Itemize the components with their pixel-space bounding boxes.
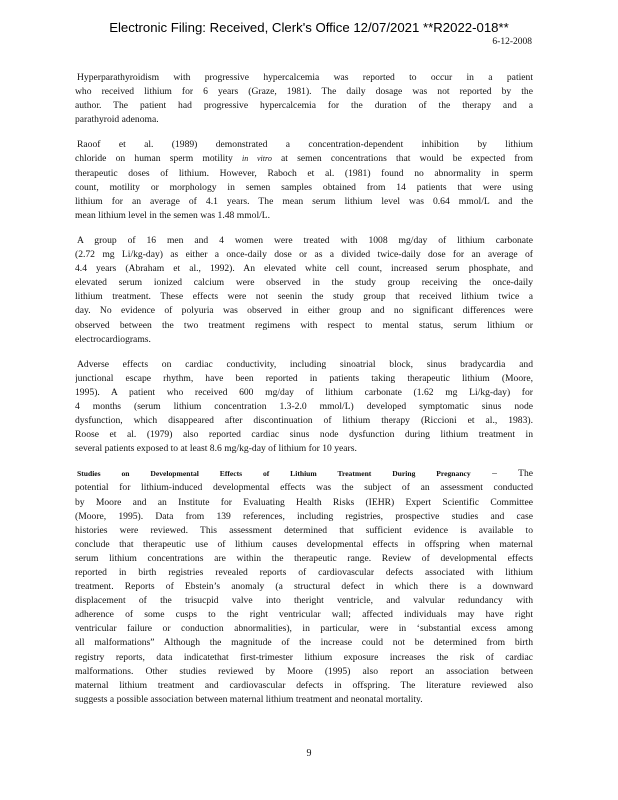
text-line: electrocardiograms. (75, 333, 151, 345)
text-line: observed between the two treatment regimens with respect to mental status, serum lithium or (75, 319, 533, 331)
text-line: several patients exposed to at least 8.6 mg/kg-day of lithium for 10 years. (75, 443, 357, 455)
paragraph-lithium-carbonate-study (75, 234, 533, 347)
section-subheading: Studies on Developmental Effects of Lithium Treatment During Pregnancy (77, 469, 471, 479)
text-line: Raoof et al. (1989) demonstrated a concentration-dependent inhibition by lithium (77, 139, 533, 151)
text-line: all malformations” Although the magnitude of the increase could not be determined from birth (75, 637, 533, 649)
text-line: 1995). A patient who received 600 mg/day of lithium carbonate (1.62 mg Li/kg-day) for (75, 386, 533, 398)
text-line: count, motility or morphology in semen samples obtained from 14 patients that were using (75, 181, 533, 193)
text-line: dysfunction, which disappeared after discontinuation of lithium therapy (Riccioni et al., 1983). (75, 415, 533, 427)
text-line: who received lithium for 6 years (Graze, 1981). The daily dosage was not reported by the (75, 86, 533, 98)
text-line (75, 152, 533, 166)
text-segment: – The (492, 468, 533, 480)
text-line: histories were reviewed. This assessment determined that sufficient evidence is available to (75, 524, 533, 536)
text-line: lithium for an average of 4.1 years. The mean serum lithium level was 0.64 mmol/L and the (75, 195, 533, 207)
text-line (75, 467, 533, 481)
paragraph-sperm-motility (75, 138, 533, 223)
text-line: Adverse effects on cardiac conductivity, including sinoatrial block, sinus bradycardia and (77, 358, 533, 370)
text-line: ventricular failure or conduction abnormalities), in particular, were in ‘substantial excess among (75, 623, 533, 635)
text-line: A group of 16 men and 4 women were treated with 1008 mg/day of lithium carbonate (77, 234, 533, 246)
text-line: suggests a possible association between maternal lithium treatment and neonatal mortality. (75, 693, 423, 705)
text-line: day. No evidence of polyuria was observed in either group and no significant differences were (75, 305, 533, 317)
text-segment: chloride on human sperm motility (75, 153, 233, 165)
text-line: by Moore and an Institute for Evaluating Health Risks (IEHR) Expert Scientific Committee (75, 496, 533, 508)
text-line: reported in birth registries revealed reports of cardiovascular defects associated with lithium (75, 567, 533, 578)
text-line: malformations. Other studies reviewed by Moore (1995) also report an association between (75, 665, 533, 677)
text-line: elevated serum ionized calcium were observed in the study group receiving the once-daily (75, 277, 533, 289)
page-number: 9 (306, 748, 312, 759)
document-date: 6-12-2008 (492, 37, 532, 47)
text-line: treatment. Reports of Ebstein’s anomaly (a structural defect in which there is a downward (75, 581, 533, 593)
text-line: author. The patient had progressive hypercalcemia for the duration of the therapy and a (75, 100, 533, 112)
italic-term: in vitro (241, 154, 272, 164)
text-line: adherence of some cusps to the right ventricular wall; affected individuals may have right (75, 609, 533, 621)
paragraph-cardiac-effects (75, 358, 533, 457)
text-line: registry reports, data indicatethat first-trimester lithium exposure increases the risk of cardiac (75, 651, 533, 663)
text-line: (2.72 mg Li/kg-day) as either a once-daily dose or as a divided twice-daily dose for an average of (75, 249, 533, 261)
text-line: mean lithium level in the semen was 1.48 mmol/L. (75, 209, 271, 221)
text-line: displacement of the trisucpid valve into theright ventricle, and valvular redundancy with (75, 595, 533, 607)
text-line: parathyroid adenoma. (75, 114, 159, 126)
text-segment: at semen concentrations that would be expected from (281, 153, 533, 165)
text-line: Hyperparathyroidism with progressive hypercalcemia was reported to occur in a patient (77, 72, 533, 83)
paragraph-hyperparathyroidism (75, 71, 533, 127)
text-line: potential for lithium-induced developmental effects was the subject of an assessment conducted (75, 482, 533, 494)
text-line: therapeutic doses of lithium. However, Raboch et al. (1981) found no abnormality in sperm (75, 167, 533, 179)
text-line: lithium treatment. These effects were not seenin the study group that received lithium twice a (75, 291, 533, 303)
text-line: 4.4 years (Abraham et al., 1992). An elevated white cell count, increased serum phosphate, and (75, 263, 533, 275)
paragraph-developmental-effects (75, 467, 533, 707)
text-line: junctional escape rhythm, have been reported in patients taking therapeutic lithium (Moore, (75, 372, 533, 384)
text-line: conclude that therapeutic use of lithium causes developmental effects in offspring when maternal (75, 538, 533, 550)
text-line: serum lithium concentrations are within the therapeutic range. Review of developmental effects (75, 552, 533, 564)
document-body (75, 71, 533, 718)
text-line: Roose et al. (1979) also reported cardiac sinus node dysfunction during lithium treatment in (75, 429, 533, 441)
text-line: maternal lithium treatment and cardiovascular defects in offspring. The literature reviewed also (75, 679, 533, 691)
text-line: (Moore, 1995). Data from 139 references, including registries, prospective studies and case (75, 510, 533, 522)
text-line: 4 months (serum lithium concentration 1.3-2.0 mmol/L) developed symptomatic sinus node (75, 400, 533, 412)
filing-header: Electronic Filing: Received, Clerk's Office 12/07/2021 **R2022-018** (109, 20, 509, 35)
